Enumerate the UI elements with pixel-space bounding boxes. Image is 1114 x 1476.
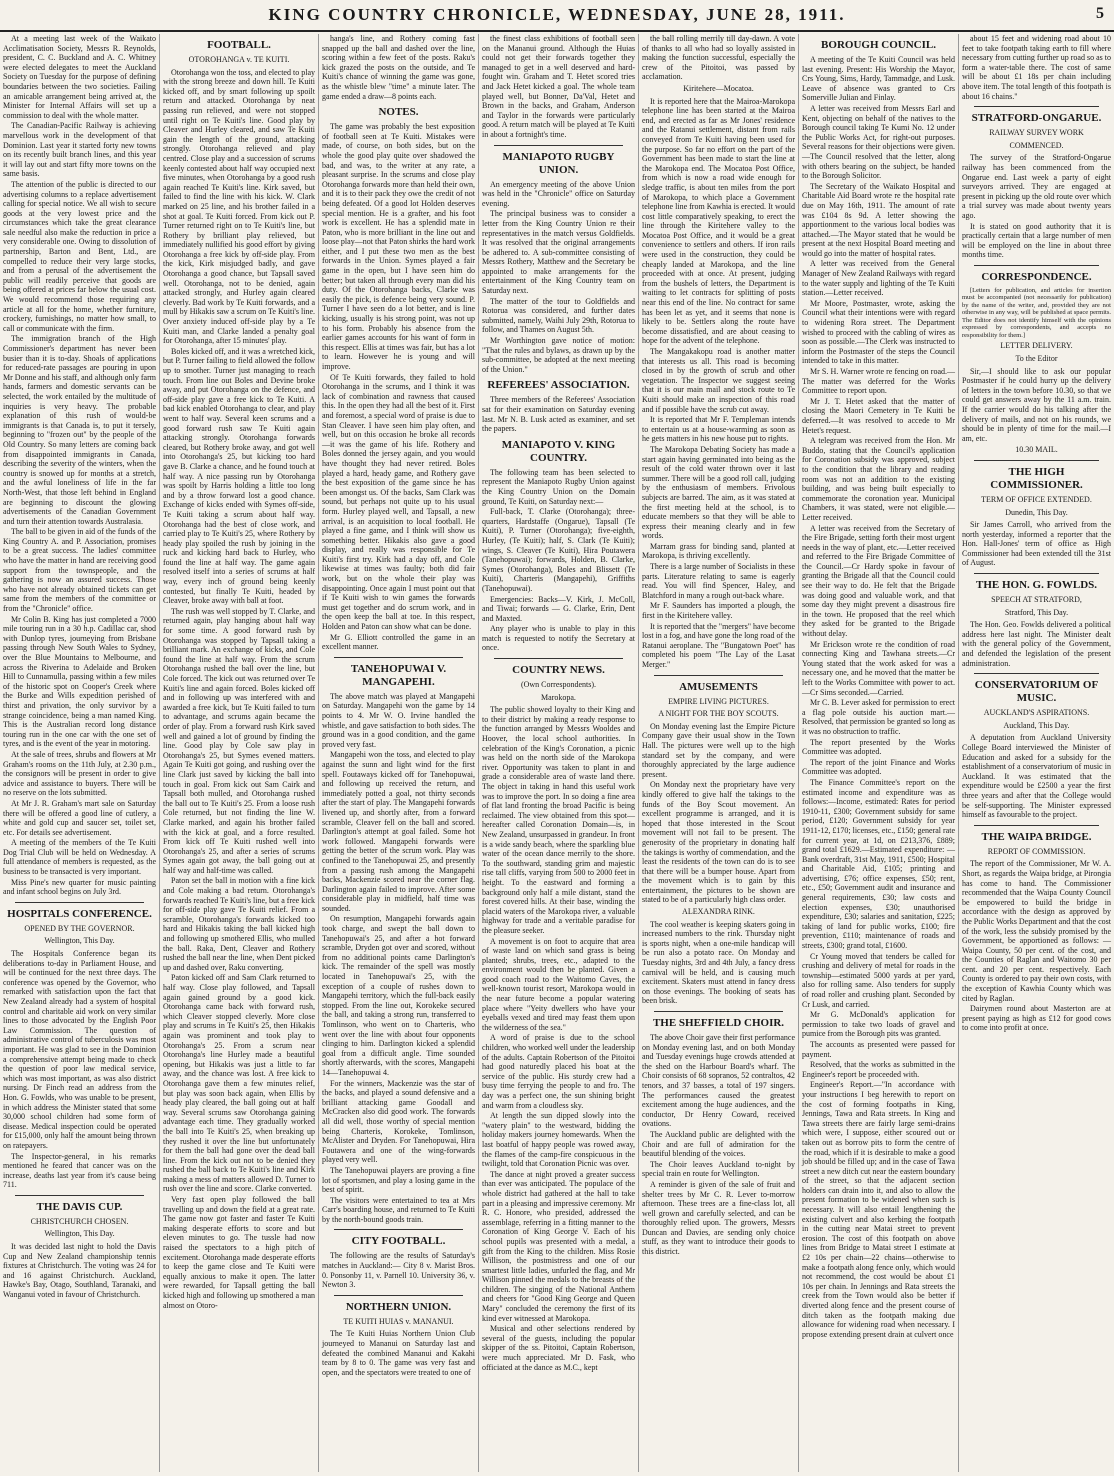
article-paragraph: The survey of the Stratford-Ongarue railway has been commenced from the Ongarue end. Last week a party of eight surveyors arrived. They are engaged at present in picking up the old route over which a trial survey was made about twenty years ago.: [962, 153, 1111, 220]
dateline: Auckland, This Day.: [1003, 720, 1070, 730]
article-paragraph: The report of the Commissioner, Mr W. A. Short, as regards the Waipa bridge, at Pirongia has come to hand. The Commissioner recommended that the Waipa County Council be empowered to build the bridge in accordance with the design as approved by the Public Works Department and that the cost of the work, less the subsidy promised by the Government, be apportioned as follows: — Waipa County, 50 per cent. of the cost, and the Counties of Raglan and Waitomo 30 per cent. and 20 per cent. respectively. Each County is ordered to pay their own costs, with the exception of Kawhia County which was cited by Raglan.: [962, 859, 1111, 1003]
article-paragraph: Mr C. B. Lever asked for permission to erect a flag pole outside his auction mart.—Resolved, that permission be granted so long as it was no obstruction to traffic.: [802, 698, 955, 736]
headline-football: FOOTBALL.: [207, 39, 271, 51]
salutation: To the Editor: [1015, 353, 1058, 363]
article-paragraph: For the winners, Mackenzie was the star of the backs, and played a sound defensive and a brilliant attacking game Goodall and McCracken also did good work. The forwards all did well, those worthy of special mention being Charteris, Korokeke, Tomlinson, McAlister and Dryden. For Tanehopuwai, Hira Foutawera and one of the wing-forwards played very well.: [322, 1078, 475, 1165]
divider: [494, 145, 623, 146]
article-paragraph: The Tanehopuwai players are proving a fine lot of sportsmen, and play a losing game in the best of spirit.: [322, 1165, 475, 1195]
article-paragraph: Any player who is unable to play in this match is requested to notify the Secretary at once.: [482, 624, 635, 653]
column-5: [638, 34, 798, 1472]
subheadline-marokopa: Marokopa.: [541, 692, 576, 702]
article-paragraph: The principal business was to consider a letter from the King Country Union re their representatives in the match versus Goldfields. It was resolved that the original arrangements be adhered to. A sub-committee consisting of Messrs Rothery, Matthew and the Secretary be appointed to make arrangements for the entertainment of the King Country team on Saturday next.: [482, 209, 635, 296]
article-paragraph: It is reported here that the Mairoa-Marokopa telephone line has been started at the Mairoa end, and erected as far as Mr Jones' residence and the Ratanui settlement, distant from rails conveyed from Te Kuiti having been used for the purpose. So far no effort on the part of the Government has been made to start the line at the Marokopa end. The Mocatoa Post Office, from which is now a road wide enough for sledge traffic, is about ten miles from the port of Marokopa, to which place a Government telephone line from Kawhia is erected. It would cost little comparatively speaking, to erect the line through the Kiritehere valley to the Mocatoa Post Office, and it would be a great convenience to settlers and others. If iron rails were used in the construction, they could be cheaply landed at Marokopa, and the line proceeded with at once. At present, judging from the bushels of letters, the Department is waiting to let contracts for splitting of posts near this end of the line. No contract for same has been let as yet, and it seems that none is likely to be. Settlers along the route have become dissatisfied, and are about ceasing to hope for the advent of the telephone.: [642, 96, 795, 346]
article-paragraph: There is a large number of Socialists in these parts. Literature relating to same is eagerly read. You will find Spencer, Haley, and Blatchford in many a rough out-back whare.: [642, 562, 795, 600]
headline-borough-council: BOROUGH COUNCIL.: [821, 39, 936, 51]
article-paragraph: The Te Kuiti Huias Northern Union Club journeyed to Mananui on Saturday last and defeated the combined Mananui and Kakahi team by 8 to 0. The game was very fast and open, and the spectators were treated to one of: [322, 1329, 475, 1377]
article-paragraph: Mr S. H. Warner wrote re fencing on road.—The matter was deferred for the Works Committee to report upon.: [802, 367, 955, 396]
divider: [334, 1295, 463, 1296]
article-paragraph: The Hospitals Conference began its deliberations to-day in Parliament House, and will be continued for the next three days. The conference was opened by the Governor, who remarked with satisfaction upon the fact that New Zealand already had a system of hospital control and charitable aid work on very similar lines to those advocated by the English Poor Law Commission. The question of administrative control of tuberculosis was most important. He was glad to see in the Dominion a comprehensive attempt being made to check the question of poor law medical service, which was most important, as was also district nursing. Dr Finch read an address from the Hon. G. Fowlds, who was unable to be present, in which address the Minister stated that some 30,000 school children had some form of disease. Medical inspection could be operated for £15,000, only half the amount being thrown on ratepayers.: [3, 949, 156, 1150]
subheadline: COMMENCED.: [1009, 140, 1064, 150]
article-paragraph: A reminder is given of the sale of fruit and shelter trees by Mr C. R. Lever to-morrow afternoon. These trees are a fine-class lot, all well grown and carefully selected, and can be thoroughly relied upon. The growers, Messrs Duncan and Davies, are sending only choice stuff, as they want to introduce their goods to this district.: [642, 1179, 795, 1257]
divider: [974, 573, 1099, 574]
article-paragraph: the finest class exhibitions of football seen on the Mananui ground. Although the Huias could not get their forwards together they managed to get in a well deserved and hard-fought win. Graham and T. Hetet scored tries and Jack Hetet kicked a goal. The whole team played well, but Bonner, Da'Val, Hetet and Brown in the backs, and Graham, Anderson and Taylor in the forwards were particularly good. A return match will be played at Te Kuiti in about a fortnight's time.: [482, 34, 635, 139]
article-paragraph: It was decided last night to hold the Davis Cup and New Zealand championship tennis fixtures at Christchurch. The voting was 24 for and 16 against Christchurch. Auckland, Hawke's Bay, Otago, Southland, Taranaki, and Wanganui voted in favour of Christchurch.: [3, 1242, 156, 1300]
headline-conservatorium: CONSERVATORIUM OF MUSIC.: [974, 679, 1099, 705]
article-paragraph: On Monday next the proprietary have very kindly offered to give half the takings to the funds of the Boy Scout movement. An excellent programme is arranged, and it is hoped that those interested in the Scout movement will not fail to be present. The generosity of the proprietary in donating half the takings is worthy of commendation, and the least the residents of the town can do is to see that there will be a bumper house. Apart from the movement which is to gain by this entertainment, the pictures to be shown are stated to be of a particularly high class order.: [642, 780, 795, 905]
article-paragraph: Emergencies: Backs—V. Kirk, J. McColl, and Tiwai; forwards — G. Clarke, Erin, Dent and Maxted.: [482, 594, 635, 623]
masthead: [0, 0, 1114, 32]
article-paragraph: The Canadian-Pacific Railway is achieving marvellous work in the development of that Dominion. Last year it started forty new towns on its recently built branch lines, and this year it will lay out and start fifty more towns on the same basis.: [3, 121, 156, 179]
headline-stratford-ongarue: STRATFORD-ONGARUE.: [971, 112, 1102, 125]
headline-fowlds: THE HON. G. FOWLDS.: [975, 579, 1098, 592]
article-paragraph: The rush was well stopped by T. Clarke, and returned again, play hanging about half way for some time. A good forward rush by Otorohanga was stopped by Tapsall taking a brilliant mark. An exchange of kicks, and Cole found the line at half way. From the scrum Otorohanga rushed the ball over the line, but Cole forced. The kick out was returned over Te Kuiti's line and again forced. Boles kicked off and in following up was interfered with and awarded a free kick, but Te Kuiti failed to turn to advantage, and scrums again became the order of play. From a forward rush Kirk saved well and gained a lot of ground by finding the line. Good play by Cole saw play in Otorohanga's 25, but Symes evened matters. Again Te Kuiti got going, and rushing over the line Clark just saved by kicking the ball into touch in goal. From kick out Sam Cairk and Tapsall both mulled, and Otorohanga rushed the ball out to Te Kuiti's 25. From a loose rush Cole returned, but not finding the line W. Clarke marked, and again his brother failed with the kick at goal, and a force resulted. From kick off Te Kuiti rushed well into Otorohanga's 25, and after a series of scrums Symes again got away, the ball going out at half way and half-time was called.: [163, 606, 315, 875]
article-paragraph: The above match was played at Mangapehi on Saturday. Mangapehi won the game by 14 points to 4. Mr W. O. Irvine handled the whistle, and gave satisfaction to both sides. The ground was in a good condition, and the game proved very fast.: [322, 691, 475, 749]
article-paragraph: Three members of the Referees' Association sat for their examination on Saturday evening last. Mr N. B. Lusk acted as examiner, and set the papers.: [482, 395, 635, 434]
divider: [334, 657, 463, 658]
headline-referees: REFEREES' ASSOCIATION.: [487, 379, 630, 392]
divider: [654, 675, 783, 676]
dateline: Dunedin, This Day.: [1005, 507, 1068, 517]
headline-maniapoto-rugby: MANIAPOTO RUGBY UNION.: [502, 150, 615, 176]
subheadline: OPENED BY THE GOVERNOR.: [24, 923, 135, 933]
headline-northern-union: NORTHERN UNION.: [345, 1300, 452, 1313]
article-paragraph: Cr Young moved that tenders be called for crushing and delivery of metal for roads in the township—estimated 5000 yards at per yard, also for rolling same. Also tenders for supply of road roller and crushing plant. Seconded by Cr Lusk, and carried.: [802, 951, 955, 1009]
dateline: Wellington, This Day.: [44, 1229, 115, 1239]
article-paragraph: Paton set the ball in motion with a fine kick and Cole making a bad return. Otorohanga's forwards reached Te Kuiti's line, but a free kick for off-side play gave Te Kuiti relief. From a scramble, Otorohanga's forwards kicked too hard and Hikakis taking the ball kicked high and following up smothered Ellis, who mulled the ball. Raka, Dent, Cleaver and Rothery rushed the ball near the line, when Dent picked up and dashed over, Raku converting.: [163, 876, 316, 972]
article-paragraph: Dairymen round about Masterton are at present paying as high as £12 for good cows to come into profit at once.: [962, 1004, 1111, 1033]
article-paragraph: Boles kicked off, and it was a wretched kick, but P. Turner failing to field allowed the follow up to smother. Turner just managing to reach touch. From line out Boles and Devine broke away, and put Otorohanga on the defence, and off-side play gave a free kick to Te Kuiti. A bad kick enabled Otorohanga to clear, and play went to half way. Several keen scrums and a good forward rush saw Te Kuiti again attacking strongly. Otorohanga forwards cleared, but Rothery broke away, and got well into Otorohanga's 25, but kicking too hard gave B. Clarke a chance, and he found touch at half way. A nice passing run by Otorohanga was spoilt by Harris holding a little too long and by a throw forward lost a good chance. Exchange of kicks ended with Symes off-side, Te Kuiti taking a scrum about half way. Otorohanga had the best of close work, and carried play to Te Kuiti's 25, where Rothery by heady play spoiled the rush by joining in the ruck and kicking hard back to Hurley, who found the line at half way. The game again resolved itself into a series of scrums at half way, every inch of ground being keenly contested, but finally Te Kuiti, headed by Cleaver, broke away with ball at foot.: [163, 346, 315, 606]
article-paragraph: An emergency meeting of the above Union was held in the "Chronicle" office on Saturday evening.: [482, 179, 635, 208]
article-paragraph: The accounts as presented were passed for payment.: [802, 1039, 955, 1059]
article-paragraph: Full-back, T. Clarke (Otorohanga); three-quarters, Hardstaffe (Ongarue), Tapsall (Te Kuiti), P. Turner (Otorohanga); five-eighth, Hurley, (Te Kuiti); half, S. Clark (Te Kuiti); wings, S. Cleaver (Te Kuiti), Hira Poutawera (Tanehopuwai); forwards, Holden, B. Clarke, Symes (Otorohanga), Boles and Blissett (Te Kuiti), Charteris (Mangapehi), Griffiths (Tanehopuwai).: [482, 507, 635, 593]
dateline: Wellington, This Day.: [44, 936, 115, 946]
article-paragraph: Sir,—I should like to ask our popular Postmaster if he could hurry up the delivery of letters in the town before 10.30, so that we could get answers away by the 11 a.m. train. If the carrier would do his talking after the delivery of mails, and not on his rounds, we should be in plenty of time for the mail.—I am, etc.: [962, 366, 1111, 443]
article-paragraph: Sir James Carroll, who arrived from the north yesterday, informed a reporter that the Hon. Hall-Jones' term of office as High Commissioner had been extended till the 31st of August.: [962, 520, 1111, 568]
article-paragraph: At the sale of trees, shrubs and flowers at Mr Graham's rooms on the 11th July, at 2.30 p.m., the consignors will be present in order to give advice and assistance to buyers. There will be no reserve on the lots submitted.: [3, 749, 156, 798]
article-paragraph: The following team has been selected to represent the Maniapoto Rugby Union against the King Country Union on the Domain ground, Te Kuiti, on Saturday next:—: [482, 467, 635, 506]
article-paragraph: Mr G. McDonald's application for permission to take two loads of gravel and pumice from the Borough pits was granted.: [802, 1010, 955, 1039]
article-paragraph: Otorohanga won the toss, and elected to play with the strong breeze and down hill. Te Kuiti kicked off, and by smart following up spoilt return and attacked. Otorohanga by neat passing run relieved, and were not stopped until right on Te Kuiti's line. Good play by Cleaver and Hurley cleared, and saw Te Kuiti gain the length of the ground, attacking strongly. Otorohanga relieved and play centred. Close play and a succession of scrums keenly contested about half way occupied next five minutes, when Otorohanga by a good rush again reached Te Kuiti's line. Kirk saved, but failed to find the line with his kick. W. Clark marked on 25 line, and his brother failed in a shot at goal. Te Kuiti forced. From kick out P. Turner returned right on to Te Kuiti's line, but Rothery by brilliant play relieved, but immediately nullified his good effort by giving Otorohanga a free kick by off-side play. From the kick, Kirk misjudged badly, and gave Otorohanga a good chance, but Tapsall saved well. Otorohanga, not to be denied, again attacked strongly, and Hurley again cleared cleverly. Bad work by Te Kuiti forwards, and a mull by Hikakis saw a scrum on Te Kuiti's line. Over anxiety induced off-side play by a Te Kuiti man, and Clarke landed a penalty goal for Otorohanga, after 15 minutes' play.: [163, 67, 315, 346]
page-number: 5: [1096, 5, 1104, 22]
article-paragraph: about 15 feet and widening road about 10 feet to take footpath taking earth to fill where necessary from cutting further up road so as to form a water-table there. The cost of same will be about £1 18s per chain including above item. The total length of this footpath is about 16 chains.": [962, 34, 1111, 101]
article-paragraph: Mr Worthington gave notice of motion: "That the rules and bylaws, as drawn up by the sub-committee, be adopted at the next meeting of the Union.": [482, 336, 635, 374]
article-paragraph: A meeting of the members of the Te Kuiti Dog Trial Club will be held on Wednesday. A full attendance of members is requested, as the business to be transacted is very important.: [3, 838, 156, 877]
headline-correspondence: CORRESPONDENCE.: [981, 270, 1092, 283]
subheadline: ALEXANDRA RINK.: [682, 907, 755, 917]
subheadline: TE KUITI HUIAS v. MANANUI.: [343, 1316, 454, 1326]
divider: [974, 106, 1099, 107]
article-paragraph: A letter was received from the Secretary of the Fire Brigade, setting forth their most urgent needs in the way of plant, etc.—Letter received and referred to the Fire Brigade Committee of the Council.—Cr Hardy spoke in favour of granting the Brigade all that the Council could see their way to do. He felt that the Brigade was doing good and valuable work, and that some day they might prevent a disastrous fire in the town. He proposed that the reel which they asked for be granted to the Brigade without delay.: [802, 523, 955, 639]
headline-sheffield-choir: THE SHEFFIELD CHOIR.: [652, 1017, 785, 1029]
subheadline: REPORT OF COMMISSION.: [987, 846, 1086, 856]
divider: [654, 1011, 783, 1012]
article-paragraph: The dance at night proved a greater success than ever was anticipated. The populace of the whole district had gathered at the hall to take part in a pleasing and impressive ceremony. Mr R. C. Honore, who presided, addressed the assemblage, referring in a fitting manner to the Coronation of King George V. Each of his school pupils was presented with a medal, a gift from the King to the children. Miss Rosie Willison, the postmistress and one of our smartest little ladies, unfurled the flag, and Mr Willison pinned the medals to the breasts of the children. The singing of the National Anthem and cheers for "Good King George and Queen Mary" concluded the ceremony the first of its kind ever witnessed at Marokopa.: [482, 1169, 635, 1323]
article-paragraph: Very fast open play followed the ball travelling up and down the field at a great rate. The game now got faster and faster Te Kuiti making desperate efforts to score and but eleven minutes to go. The tussle had now raised the spectators to a high pitch of excitement. Otorohanga made desperate efforts to keep the game close and Te Kuiti were equally anxious to make it open. The latter were rewarded, for Tapsall getting the ball kicked high and following up smothered a man almost on Otoro-: [163, 1195, 315, 1310]
subheadline-kiritehere: Kiritehere—Mocatoa.: [683, 83, 754, 93]
headline-hospitals: HOSPITALS CONFERENCE.: [7, 907, 152, 920]
signature: 10.30 MAIL.: [1015, 445, 1058, 455]
article-paragraph: The report presented by the Works Committee was adopted.: [802, 737, 955, 757]
article-paragraph: The Finance Committee's report on the estimated income and expenditure was as follows:—Income, estimated: Rates for period 1910-11, £300; Government subsidy for same period, £120; Government subsidy for year 1911-12, £170; licenses, etc., £150; general rate for current year, at 1d, on £213,376, £889; grand total £1629.—Estimated expenditure: —Bank overdraft, 31st May, 1911, £500; Hospital and Charitable Aid, £105; printing and advertising, £76; office expenses, £50; rent, etc., £50; Government audit and insurance and general requirements, £30; law costs and election expenses, £30; unauthorised expenditure, £30; salaries and sanitation, £225; taking of land for public works, £100; fire prevention, £110; maintenance of roads and streets, £300; grand total, £1600.: [802, 777, 955, 951]
article-paragraph: Mr G. Elliott controlled the game in an excellent manner.: [322, 632, 475, 652]
subheadline: SPEECH AT STRATFORD,: [991, 595, 1082, 605]
subheadline: CHRISTCHURCH CHOSEN.: [30, 1216, 129, 1226]
article-paragraph: The above Choir gave their first performance on Monday evening last, and on both Monday and Tuesday evenings huge crowds attended at the shed on the Harbour Board's wharf. The Choir consists of 68 sopranos, 52 contraltos, 42 tenors, and 37 basses, a total of 197 singers. The performances caused the greatest excitement among the huge audiences, and the conductor, Dr Henry Coward, received ovations.: [642, 1033, 795, 1129]
article-paragraph: A deputation from Auckland University College Board interviewed the Minister of Education and asked for a subsidy for the establishment of a conservatorium of music in Auckland. It was estimated that the expenditure would be £2500 a year the first three years and after that the College would be self-supporting. The Minister expressed himself as favourable to the project.: [962, 733, 1111, 820]
article-paragraph: Mr J. T. Hetet asked that the matter of closing the Maori Cemetery in Te Kuiti be deferred.—It was resolved to accede to Mr Hetet's request.: [802, 396, 955, 435]
article-paragraph: Mr Erickson wrote re the condition of road connecting King and Tawhana streets.—Cr Young stated that the work asked for was a necessary one, and he moved that the matter be left to the Works Committee with power to act.—Cr Sims seconded.—Carried.: [802, 639, 955, 697]
article-paragraph: A movement is on foot to acquire that area of waste land on which sand grass is being planted; shrubs, trees, etc., adapted to the environment would then be planted. Given a good coach road to the Waitomo Caves, the well-known tourist resort, Marokopa would in the near future become a popular watering place where "Yeity dwellers who have your eyeballs vexed and tired may feast them upon the wilderness of the sea.": [482, 936, 635, 1032]
article-paragraph: At length the sun dipped slowly into the "watery plain" to the westward, bidding the holiday makers journey homewards. When the last boatful of happy people was rowed away, the flames of the camp-fire conspicuous in the twilight, told that Coronation Picnic was over.: [482, 1111, 635, 1169]
article-paragraph: A telegram was received from the Hon. Mr Buddo, stating that the Council's application for Coronation subsidy was approved, subject to the condition that the library and reading room was not an addition to the existing building, and was being built especially to commemorate the coronation year. Municipal Chambers, it was stated, were not eligible.—Letter received.: [802, 436, 955, 522]
correspondence-note: [Letters for publication, and articles for insertion must be accompanied (not necessarily for publication) by the name of the writer, and, provided they are not otherwise in any way, will be published at space permits. The Editor does not identify himself with the opinions expressed by correspondents, and accepts no responsibility for them.]: [962, 286, 1111, 339]
article-paragraph: The Inspector-general, in his remarks mentioned he feared that cancer was on the increase, deaths last year from it's cause being 711.: [3, 1151, 156, 1190]
headline-city-football: CITY FOOTBALL.: [351, 1235, 446, 1248]
headline-waipa-bridge: THE WAIPA BRIDGE.: [981, 830, 1092, 843]
dateline: Stratford, This Day.: [1004, 607, 1069, 617]
headline-notes: NOTES.: [378, 106, 419, 119]
headline-country-news: COUNTRY NEWS.: [512, 664, 605, 677]
article-paragraph: The Auckland public are delighted with the Choir and are full of admiration for the beautiful blending of the voices.: [642, 1129, 795, 1159]
divider: [15, 902, 144, 903]
subheadline: (Own Correspondents).: [520, 680, 597, 690]
subheadline: TERM OF OFFICE EXTENDED.: [981, 494, 1092, 504]
subheadline: AUCKLAND'S ASPIRATIONS.: [983, 708, 1090, 718]
article-paragraph: Musical and other selections rendered by several of the guests, including the popular skipper of the ss. Pitoitoi, Captain Robertson, were much appreciated. Mr D. Fask, who officiated at the dance as M.C., kept: [482, 1324, 635, 1372]
article-paragraph: hanga's line, and Rothery coming fast snapped up the ball and dashed over the line, scoring within a few feet of the posts. Raku's kick grazed the posts on the outside, and Te Kuiti's chance of winning the game was gone, as the whistle blew "time" a minute later. The game ended a draw—8 points each.: [322, 34, 475, 101]
article-paragraph: A meeting of the Te Kuiti Council was held last evening. Present: His Worship the Mayor, Crs Young, Sims, Hardy, Tammadge, and Lusk. Leave of absence was granted to Crs Somerville Julian and Finlay.: [802, 55, 955, 103]
article-paragraph: The report of the joint Finance and Works Committee was adopted.: [802, 757, 955, 777]
column-6: [798, 34, 958, 1472]
article-paragraph: The ball to be given in aid of the funds of the King Country A. and P. Association, promises to be a great success. The ladies' committee who have the matter in hand are receiving good support from the townspeople, and the gathering is now an assured success. Those who have not already obtained tickets can get same from the members of the committee or from the "Chronicle" office.: [3, 527, 156, 614]
subheadline: EMPIRE LIVING PICTURES.: [668, 696, 769, 706]
article-paragraph: Mr Colin B. King has just completed a 7000 mile touring run in a 30 h.p. Cadillac car, shod with Dunlop tyres, journeying from Brisbane passing through New South Wales to Sydney, over the Blue Mountains to Melbourne, and across the Riverina to Adelaide and Broken Hill to Cunnamulla, passing within a few miles of the historic spot on Cooper's Creek where the Burke and Wills expedition perished of thirst and privation, the only survivor by a strange coincidence, being a man named King. This is the Australian record long distance touring run in the one car with the one set of tyres, and is the event of the year in motoring.: [3, 614, 156, 749]
article-paragraph: Of Te Kuiti forwards, they failed to hold Otorohanga in the scrums, and I think it was lack of combination and rawness that caused this. In the open they had all the best of it. First and foremost, a special word of praise is due to Stan Cleaver. I have seen him play often, and well, but on this occasion he broke all records—it was the game of his life. Rothery and Boles donned the jersey again, and you would have thought they had never retired. Boles played a hard, heady game, and Rothery gave the best exposition of the game since he has been amongst us. Of the backs, Sam Clark was sound, but perhaps not quite up to his usual form. Hurley played well, and Tapsall, a new arrival, is an acquisition to local football. He played a fine game, and I think will show us something better. Hikakis also gave a good display, and really was responsible for Te Kuiti's first try. Kirk had a day off, and Cole likewise at times was faulty; both did fair work, but on the whole their play was disappointing. Once again I must point out that if Te Kuiti wish to win games the forwards must get together and do scrum work, and in the open keep the ball at toe. In this respect, Holden and Paton can show what can be done.: [322, 372, 475, 632]
subheadline: OTOROHANGA v. TE KUITI.: [188, 55, 290, 64]
column-4: [478, 34, 638, 1472]
article-paragraph: The game was probably the best exposition of football seen at Te Kuiti. Mistakes were made, of course, on both sides, but on the whole the good play quite over shadowed the bad, and was, to the writer at any rate, a pleasant surprise. In the scrums and close play Otorohanga forwards more than held their own, and it is to their pack they owe the credit of not being defeated. Of a good lot Holden deserves special mention. He is a grafter, and his foot work is excellent. He has a splendid mate in Paton, who is more brilliant in the line out and loose play—not that Paton shirks the hard work either, and I put these two men as the best forwards in the Union. Symes played a fair game in the open, but I have seen him do better; but taken all through every man did his duty. Of the Otorohanga backs, Clarke was easily the pick, is defence being very sound. P. Turner I have seen do a lot better, and is line kicking, usually is his strong point, was not up to his form. Probably his absence from the earlier games accounts for his want of form in this respect. Ellis at times was fair, but has a lot to learn. However he is young and will improve.: [322, 122, 475, 371]
headline-davis-cup: THE DAVIS CUP.: [36, 1200, 123, 1213]
divider: [974, 673, 1099, 674]
article-paragraph: The attention of the public is directed to our advertising columns to a replace advertisement calling for special notice. We all wish to secure goods at the very lowest price and the circumstances which take the great clearance sale needful also make the reduction in price a very considerable one. Owing to dissolution of partnership, Barton and Bent, Ltd., are compelled to reduce their very large stocks, and from a perusal of the advertisement the public will readily perceive that goods are being offered at prices far below the usual cost. We would recommend those requiring any article at all for the home, whether furniture, crockery, furnishings, no matter how small, to call or communicate with the firm.: [3, 179, 156, 333]
subheadline: LETTER DELIVERY.: [1000, 341, 1073, 351]
subheadline: RAILWAY SURVEY WORK: [989, 128, 1084, 138]
divider: [974, 825, 1099, 826]
article-paragraph: Marram grass for binding sand, planted at Marokopa, is thriving excellently.: [642, 541, 795, 561]
article-paragraph: Resolved, that the works as submitted in the Engineer's report be proceeded with.: [802, 1060, 955, 1079]
divider: [974, 460, 1099, 461]
divider: [15, 1195, 144, 1196]
article-paragraph: The public showed loyalty to their King and to their district by making a ready response to the function arranged by Messrs Wooldes and Hoover, the local school authorities. In celebration of the King's Coronation, a picnic was held on the north side of the Marokopa river. Opportunity was taken to plant in and grade a considerable area of waste land there. The object in taking in hand this useful work was to improve the port. In so doing a fine area of flat land fronting the broad Pacific is being reclaimed. The view obtained from this spot—hereafter called Coronation Domain—is, in New Zealand, unsurpassed in grandeur. In front is a wide sandy beach, where the sparkling blue water of the ocean dance merrily to the shore. To the southward, standing grim and majestic rise tall cliffs, varying from 500 to 2000 feet in height. To the eastward and forming a background only half a mile distant, stand the forest covered hills. At their base, winding the placid waters of the Marokopa river, a valuable highway for trade and a veritable paradise for the pleasure seeker.: [482, 705, 635, 935]
article-paragraph: The Mangakakopu road is another matter that interests us all. This road is becoming closed in by the growth of scrub and other vegetation. The Inspector we suggest seeing that it is our main mail and stock route to Te Kuiti should make an inspection of this road and if possible have the scrub cut away.: [642, 347, 795, 414]
article-paragraph: The visitors were entertained to tea at Mrs Carr's boarding house, and returned to Te Kuiti by the north-bound goods train.: [322, 1195, 475, 1224]
article-paragraph: the ball rolling merrily till day-dawn. A vote of thanks to all who had so loyally assisted in making the function successful, especially the crew of the Pitoitoi, was passed by acclamation.: [642, 34, 795, 82]
column-7: [958, 34, 1114, 1472]
article-paragraph: Paton kicked off and Sam Clark returned to half way. Close play followed, and Tapsall again gained ground by a good kick. Otorohanga came back with forward rush, which Cleaver stopped cleverly. More close play and scrums in Te Kuiti's 25, then Hikakis again was prominent and took play to Otorohanga's 25. From a scrum near Otorohanga's line Hurley made a beautiful opening, but Hikakis was just a little to far away, and the chance was lost. A free kick to Otorohanga gave them a few minutes relief, but play was soon back again, when Ellis by heady play cleared, the ball going out at half way. Several scrums saw Otorohanga gaining advantage each time. They gradually worked the ball into Te Kuiti's 25, when breaking up they rushed it over the line but unfortunately for them the ball had gone over the dead ball line. From the kick out not to be denied they rushed the ball back to Te Kuiti's line and Kirk making a mess of matters allowed D. Turner to rush over the line and score. Clarke converted.: [163, 973, 315, 1194]
headline-tanehopuwai: TANEHOPUWAI V. MANGAPEHI.: [350, 662, 447, 688]
divider: [494, 658, 623, 659]
article-paragraph: The following are the results of Saturday's matches in Auckland:— City 8 v. Marist Bros. 0. Ponsonby 11, v. Parnell 10. University 36, v. Newton 3.: [322, 1251, 475, 1290]
article-paragraph: The immigration branch of the High Commissioner's department has never been busier than it is to-day. Shoals of applications for reduced-rate passages are pouring in upon Mr Donne and his staff, and although only farm hands, farmers and domestic servants can be selected, the work entailed by the multitude of inquiries is very heavy. The probable explanation of this rush of would-be immigrants is that Canada is, to put it tersely, beginning to "frozen out" by the people of the Old Country. So many letters are coming back from disappointed immigrants in Canada, describing the severity of the winters, when the country is snowed up for months at a stretch, and the awful loneliness of life in the far North-West, that those left behind in England are beginning to discount the glowing advertisements of the Canadian Government and turn their attention towards Australasia.: [3, 334, 156, 526]
article-paragraph: The cool weather is keeping skaters going in increased numbers to the rink. Thursday night is sports night, when a one-mile handicap will be run also a potato race. On Monday and Tuesday nights, 3rd and 4th July, a fancy dress carnival will be held, and is causing much excitement. Skaters must attend in fancy dress on those evenings. The booking of seats has been brisk.: [642, 919, 795, 1006]
headline-amusements: AMUSEMENTS: [679, 680, 758, 693]
article-paragraph: It is reported that Mr F. Templeman intends to entertain us at a house-warming as soon as he gets matters in his new house put to rights.: [642, 415, 795, 444]
article-paragraph: At Mr J. R. Graham's mart sale on Saturday there will be offered a good line of cutlery, a white and gold cup and saucer set, toilet set, etc. For details see advertisement.: [3, 798, 156, 837]
article-paragraph: On Monday evening last the Empire Picture Company gave their usual show in the Town Hall. The pictures were well up to the high standard set by the company, and were thoroughly appreciated by the large audience present.: [642, 721, 795, 779]
article-paragraph: Engineer's Report.—"In accordance with your instructions I beg herewith to report on the cost of forming footpaths in King, Jennings, Tawa and Rata streets. In King and Tawa streets there are fairly large semi-drains which were, I suppose, either scoured out or taken out as borrow pits to form the centre of the road, which if it is desirable to make a good job should be filled up; and in the case of Tawa street a new ditch cut near the eastern boundary of the street, so that the adjacent section holders can drain into it, and also to allow the present formation to be widened when such is necessary. It will also entail lengthening the existing culvert and also kerbing the footpath in the cutting near Matai street to prevent erosion. The cost of this footpath on above lines from Bridge to Matai street I estimate at £2 10s per chain—22 chains—otherwise to make a footpath along fence only, which would not recommend, the cost would be about £1 10s per chain. In Jennings and Rata streets the creek from the Town would also be better if diverted along fence and the present course of ditch taken as the footpath making due allowance for widening road when necessary. I propose extending present drain at culvert once: [802, 1080, 955, 1339]
headline-high-commissioner: THE HIGH COMMISSIONER.: [990, 465, 1083, 491]
article-paragraph: The Choir leaves Auckland to-night by special train en route for Wellington.: [642, 1159, 795, 1179]
article-paragraph: At a meeting last week of the Waikato Acclimatisation Society, Messrs R. Reynolds, president, C. C. Buckland and A. C. Whitney were elected delegates to meet the Auckland Society on Tuesday for the purpose of defining boundaries between the two societies. Failing an amicable arrangement being arrived at, the Minister for Internal Affairs will set up a commission to deal with the whole matter.: [3, 34, 156, 120]
article-paragraph: The matter of the tour to Goldfields and Rotorua was considered, and further dates submitted, namely, Waihi July 29th, Rotorua to follow, and Thames on August 5th.: [482, 296, 635, 335]
headline-maniapoto-v-king-country: MANIAPOTO V. KING COUNTRY.: [501, 438, 616, 464]
article-paragraph: A word of praise is due to the school children, who worked well under the leadership of the adults. Captain Robertson of the Pitoitoi had good naturedly placed his boat at the service of the public. His sturdy crew had a busy time ferrying the people to and fro. The day was a perfect one, the sun shining bright and warm from a cloudless sky.: [482, 1033, 635, 1110]
article-paragraph: The Marokopa Debating Society has made a start again having germinated into being as the result of the cold water thrown over it last summer. There will be a good roll call, judging by the enthusiasm of members. Frivolous subjects are barred. The aim, as it was stated at the first meeting held at the school, is to educate members so that they will be able to express their meaning clearly and in few words.: [642, 444, 795, 541]
column-3: [318, 34, 478, 1472]
article-paragraph: It is stated on good authority that it is practically certain that a large number of men will be employed on the line in about three months time.: [962, 221, 1111, 260]
divider: [334, 1229, 463, 1230]
article-paragraph: It is reported that the "mergers" have become lost in a fog, and have gone the long road of the Ratanui aeroplane. The "Bungatown Poet" has completed his poem "The Lay of the Lasat Merger.": [642, 621, 795, 669]
article-paragraph: A letter was received from the General Manager of New Zealand Railways with regard to the water supply and lighting of the Te Kuiti station.—Letter received.: [802, 259, 955, 298]
article-paragraph: Mr Moore, Postmaster, wrote, asking the Council what their intentions were with regard to widening Rora street. The Department wished to proceed with the cabling of wires as soon as possible.—The Clerk was instructed to inform the Postmaster of the steps the Council intended to take in this matter.: [802, 298, 955, 366]
column-2: [159, 34, 318, 1472]
article-paragraph: The Hon. Geo. Fowlds delivered a political address here last night. The Minister dealt with the general policy of the Government, and defended the legislation of the present administration.: [962, 620, 1111, 668]
article-paragraph: Mr F. Saunders has imported a plough, the first in the Kiritehere valley.: [642, 601, 795, 621]
column-1: [0, 34, 159, 1472]
article-paragraph: On resumption, Mangapehi forwards again took charge, and swept the ball down to Tanehopuwai's 25, and after a hot forward scramble, Dryden got over and scored, without from no additional points came Darlington's kick. The remainder of the spell was mostly located in Tanehopuwai's 25, with the exception of a couple of rushes down to Mangapehi territory, which the full-back easily stopped. From the line out, Korokeke secured the ball, and taking a strong run, transferred to Tomlinson, who went on to Charteris, who went over the line with about four opponents clinging to him. Darlington kicked a splendid goal from a difficult angle. Time sounded shortly afterwards, with the scores, Mangapehi 14—Tanehopuwai 4.: [322, 914, 475, 1077]
divider: [974, 265, 1099, 266]
article-paragraph: The Secretary of the Waikato Hospital and Charitable Aid Board wrote re the hospital rate due on May 16th, 1911. The amount of rate was £104 8s 9d. A letter showing the apportionment to the various local bodies was attached.—The Mayor stated that he would be present at the next Hospital Board meeting and would go into the matter of hospital rates.: [802, 181, 955, 258]
subheadline: A NIGHT FOR THE BOY SCOUTS.: [658, 709, 779, 719]
article-paragraph: Miss Pine's new quarter for music painting and infant school begins on July 3rd.: [3, 877, 156, 897]
article-paragraph: A letter was received from Messrs Earl and Kent, objecting on behalf of the natives to the Borough council taking Te Kumi No. 12 under the Public Works Act, for right-out purposes. Several reasons for their objections were given.—The Council resolved that the letter, along with others bearing on the subject, be handed to the Borough Solicitor.: [802, 103, 955, 181]
article-paragraph: Mangapehi won the toss, and elected to play against the sunn and light wind for the first spell. Foutaways kicked off for Tanehopuwai, and following up received the return, and immediately potted a goal, not thirty seconds after the start of play. The Mangapehi forwards livened up, and shortly after, from a forward scramble, Cleaver fell on the ball and scored. Darlington's attempt at goal failed. Some hot work followed. Mangapehi forwards were getting the better of the scrum work. Play was confined to the Tanehopuwai 25, and presently from a passing rush among the Mangapehi backs, Mackenzie scored near the corner flag. Darlington again failed to improve. After some considerable play in midfield, half time was sounded.: [322, 750, 475, 913]
masthead-title: KING COUNTRY CHRONICLE, WEDNESDAY, JUNE 28, 1911.: [268, 5, 846, 24]
